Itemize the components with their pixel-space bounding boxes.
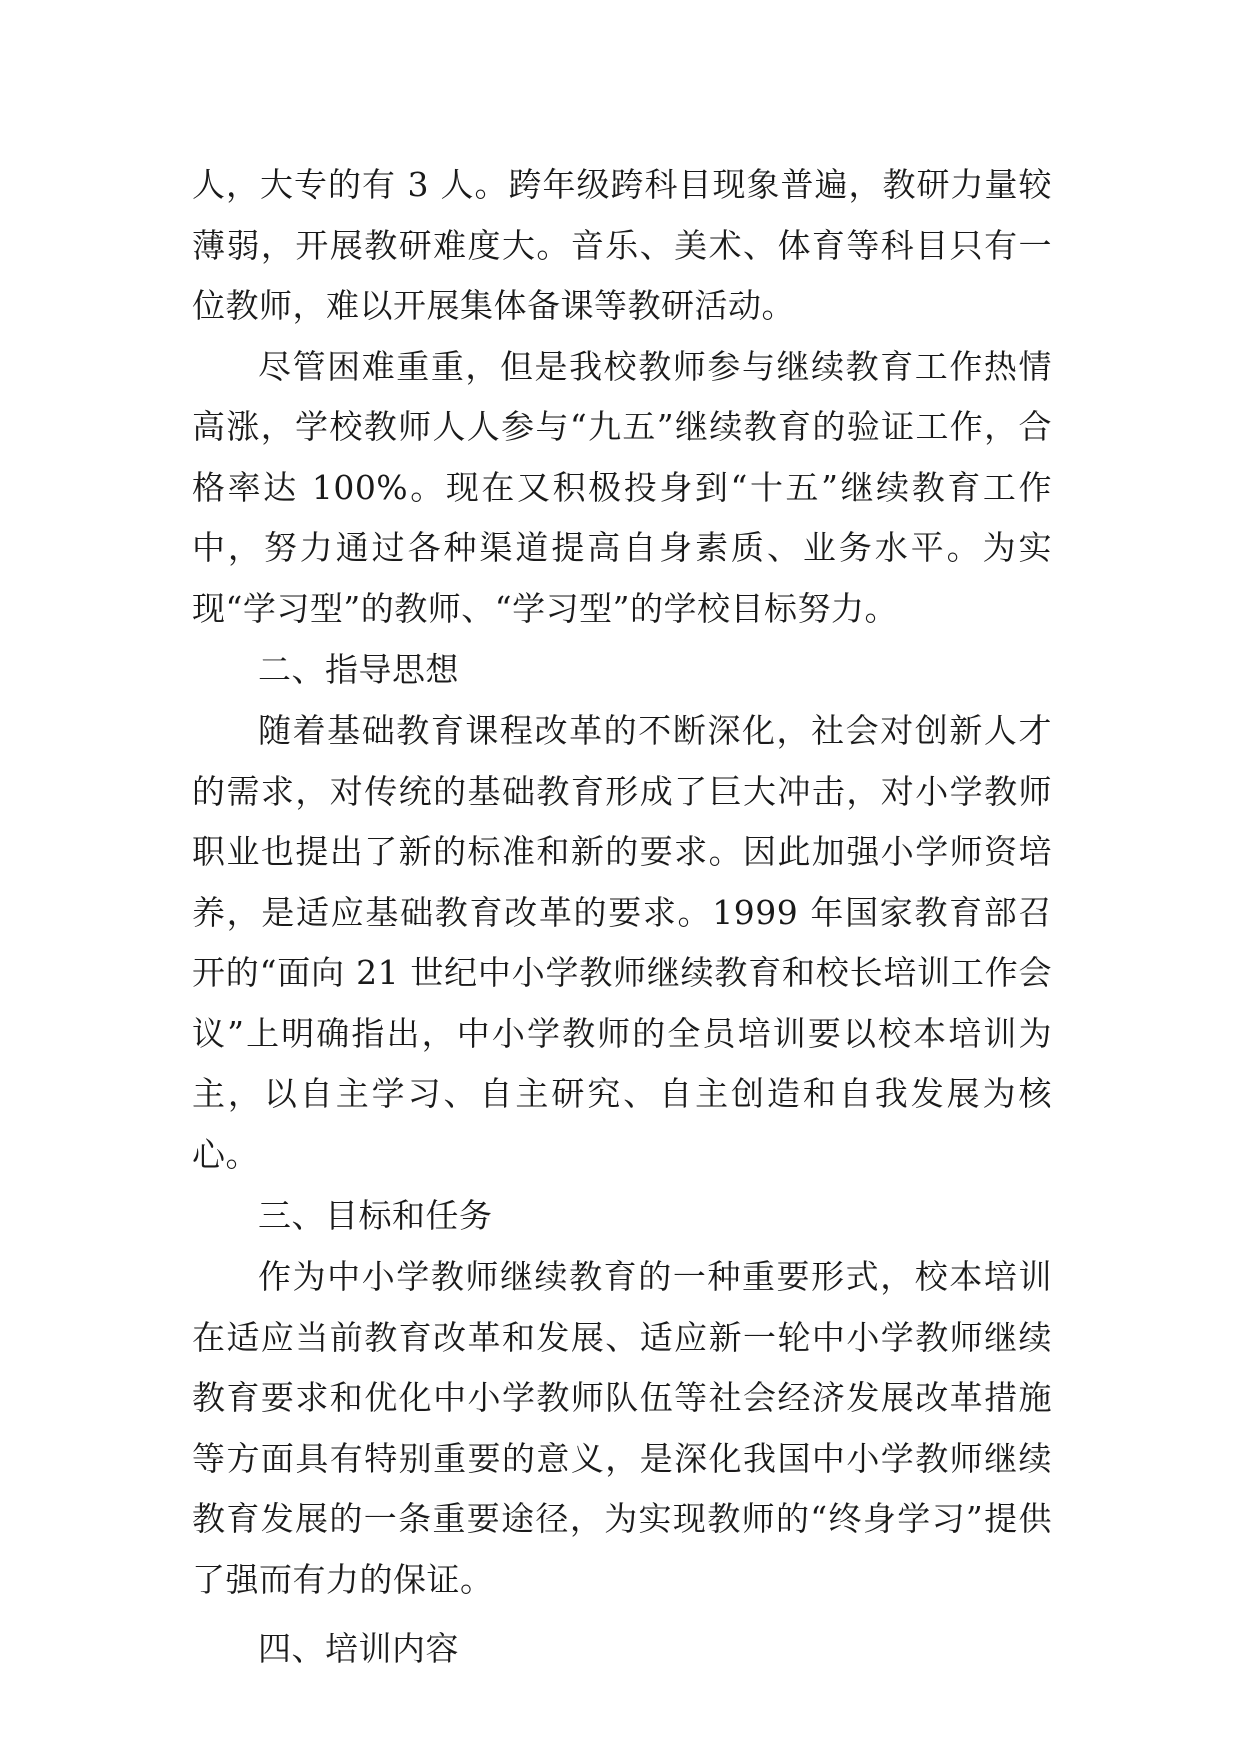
document-body — [192, 155, 1052, 1680]
paragraph-teacher-enthusiasm: 尽管困难重重，但是我校教师参与继续教育工作热情高涨，学校教师人人参与“九五”继续教育的验证工作，合格率达 100%。现在又积极投身到“十五”继续教育工作中，努力通过各种渠道提高自身素质、业务水平。为实现“学习型”的教师、“学习型”的学校目标努力。 — [192, 346, 1052, 628]
heading-guiding-ideology: 二、指导思想 — [258, 650, 459, 689]
heading-training-content: 四、培训内容 — [258, 1629, 459, 1668]
heading-goals-and-tasks: 三、目标和任务 — [258, 1196, 493, 1235]
paragraph-staff-situation: 人，大专的有 3 人。跨年级跨科目现象普遍，教研力量较薄弱，开展教研难度大。音乐、美术、体育等科目只有一位教师，难以开展集体备课等教研活动。 — [192, 165, 1052, 325]
paragraph-goals-and-tasks: 作为中小学教师继续教育的一种重要形式，校本培训在适应当前教育改革和发展、适应新一轮中小学教师继续教育要求和优化中小学教师队伍等社会经济发展改革措施等方面具有特别重要的意义，是深化我国中小学教师继续教育发展的一条重要途径，为实现教师的“终身学习”提供了强而有力的保证。 — [192, 1257, 1052, 1599]
paragraph-guiding-ideology: 随着基础教育课程改革的不断深化，社会对创新人才的需求，对传统的基础教育形成了巨大冲击，对小学教师职业也提出了新的标准和新的要求。因此加强小学师资培养，是适应基础教育改革的要求。1999 年国家教育部召开的“面向 21 世纪中小学教师继续教育和校长培训工作会议”上明确指出，中小学教师的全员培训要以校本培训为主，以自主学习、自主研究、自主创造和自我发展为核心。 — [192, 711, 1052, 1174]
